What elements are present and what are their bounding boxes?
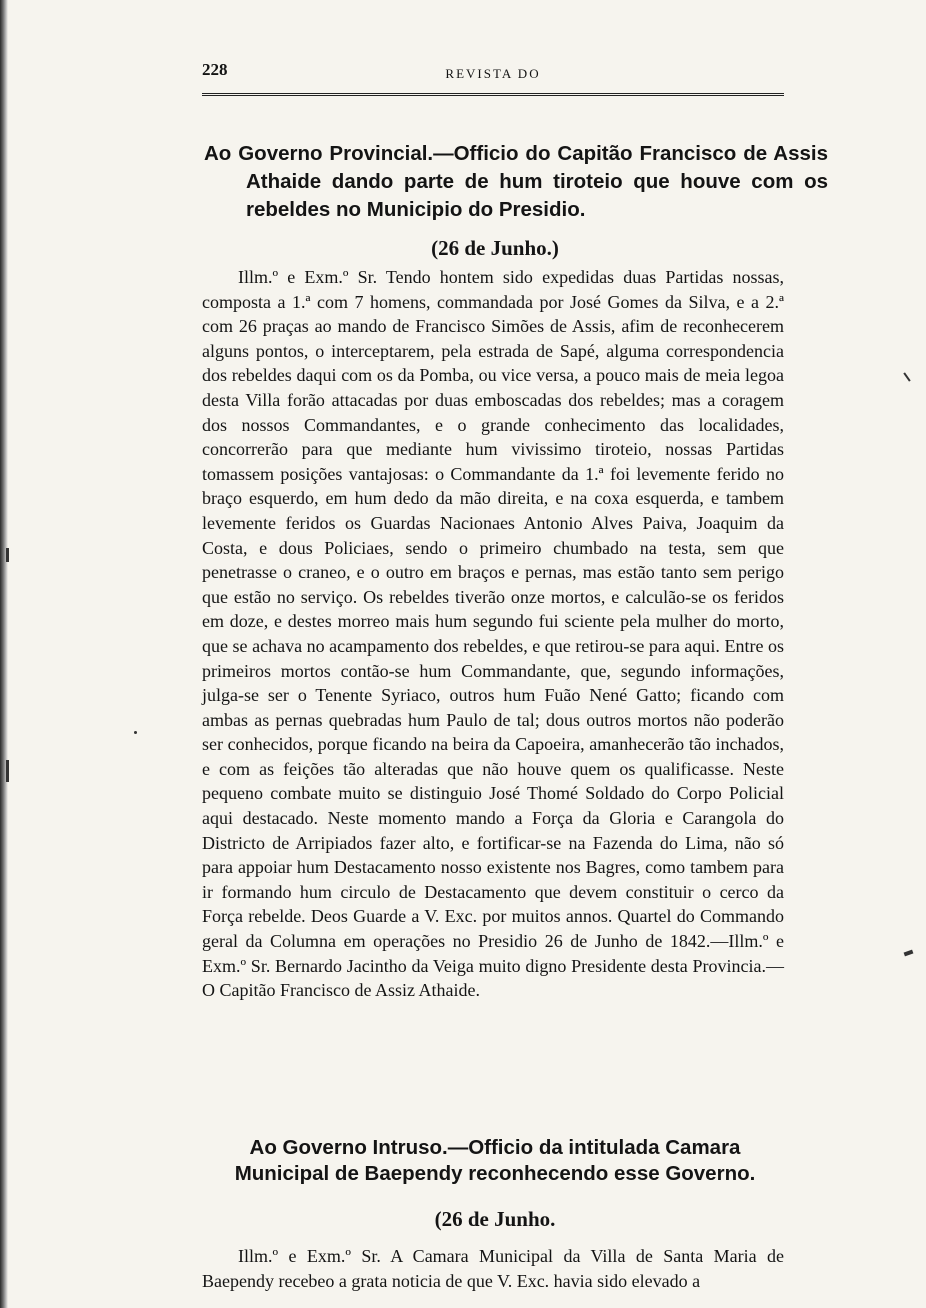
margin-speck xyxy=(6,760,9,782)
section-1-body: Illm.º e Exm.º Sr. Tendo hontem sido expedidas duas Partidas nossas, composta a 1.ª com 7 homens, commandada por José Gomes da Silva, e a 2.ª com 26 praças ao mando de Francisco Simões de Assis, afim de reconhecerem alguns pontos, o interceptarem, pela estrada de Sapé, alguma correspondencia dos rebeldes daqui com os da Pomba, ou vice versa, a pouco mais de meia legoa desta Villa forão attacadas por duas emboscadas dos rebeldes; mas a coragem dos nossos Commandantes, e o grande conhecimento das localidades, concorrerão para que mediante hum vivissimo tiroteio, nossas Partidas tomassem posições vantajosas: o Commandante da 1.ª foi levemente ferido no braço esquerdo, em hum dedo da mão direita, e na coxa esquerda, e tambem levemente feridos os Guardas Nacionaes Antonio Alves Paiva, Joaquim da Costa, e dous Policiaes, sendo o primeiro chumbado na testa, sem que penetrasse o craneo, e o outro em braços e pernas, mas estão tanto sem perigo que estão no serviço. Os rebeldes tiverão onze mortos, e calculão-se os feridos em doze, e destes morreo mais hum segundo fui sciente pela mulher do morto, que se achava no acampamento dos rebeldes, e que retirou-se para aqui. Entre os primeiros mortos contão-se hum Commandante, que, segundo informações, julga-se ser o Tenente Syriaco, outros hum Fuão Nené Gatto; ficando com ambas as pernas quebradas hum Paulo de tal; dous outros mortos não poderão ser conhecidos, porque ficando na beira da Capoeira, amanhecerão tão inchados, e com as feições tão alteradas que não houve quem os qualificasse. Neste pequeno combate muito se distinguio José Thomé Soldado do Corpo Policial aqui destacado. Neste momento mando a Força da Gloria e Carangola do Districto de Arripiados fazer alto, e fortificar-se na Fazenda do Lima, não só para appoiar hum Destacamento nosso existente nos Bagres, como tambem para ir formando hum circulo de Destacamento que devem constituir o cerco da Força rebelde. Deos Guarde a V. Exc. por muitos annos. Quartel do Commando geral da Columna em operações no Presidio 26 de Junho de 1842.—Illm.º e Exm.º Sr. Bernardo Jacintho da Veiga muito digno Presidente desta Provincia.—O Capitão Francisco de Assiz Athaide. xyxy=(202,267,784,1001)
page-header xyxy=(202,60,784,96)
header-rule xyxy=(202,93,784,96)
section-1-date: (26 de Junho.) xyxy=(431,236,559,260)
margin-speck xyxy=(134,731,137,734)
section-1-title: Ao Governo Provincial.—Officio do Capitão Francisco de Assis Athaide dando parte de hum tiroteio que houve com os rebeldes no Municipio do Presidio. xyxy=(204,142,828,221)
page-edge-scan-strip xyxy=(0,0,8,1308)
margin-speck xyxy=(904,950,914,957)
margin-speck xyxy=(6,548,9,562)
margin-speck xyxy=(903,372,910,381)
section-2-body: Illm.º e Exm.º Sr. A Camara Municipal da Villa de Santa Maria de Baependy recebeo a grata noticia de que V. Exc. havia sido elevado a xyxy=(202,1246,784,1291)
section-2-title: Ao Governo Intruso.—Officio da intitulada Camara Municipal de Baependy reconhecendo esse Governo. xyxy=(234,1136,756,1185)
running-head: REVISTA DO xyxy=(445,66,541,81)
page-number: 228 xyxy=(202,60,228,79)
section-2-date: (26 de Junho. xyxy=(434,1207,556,1231)
